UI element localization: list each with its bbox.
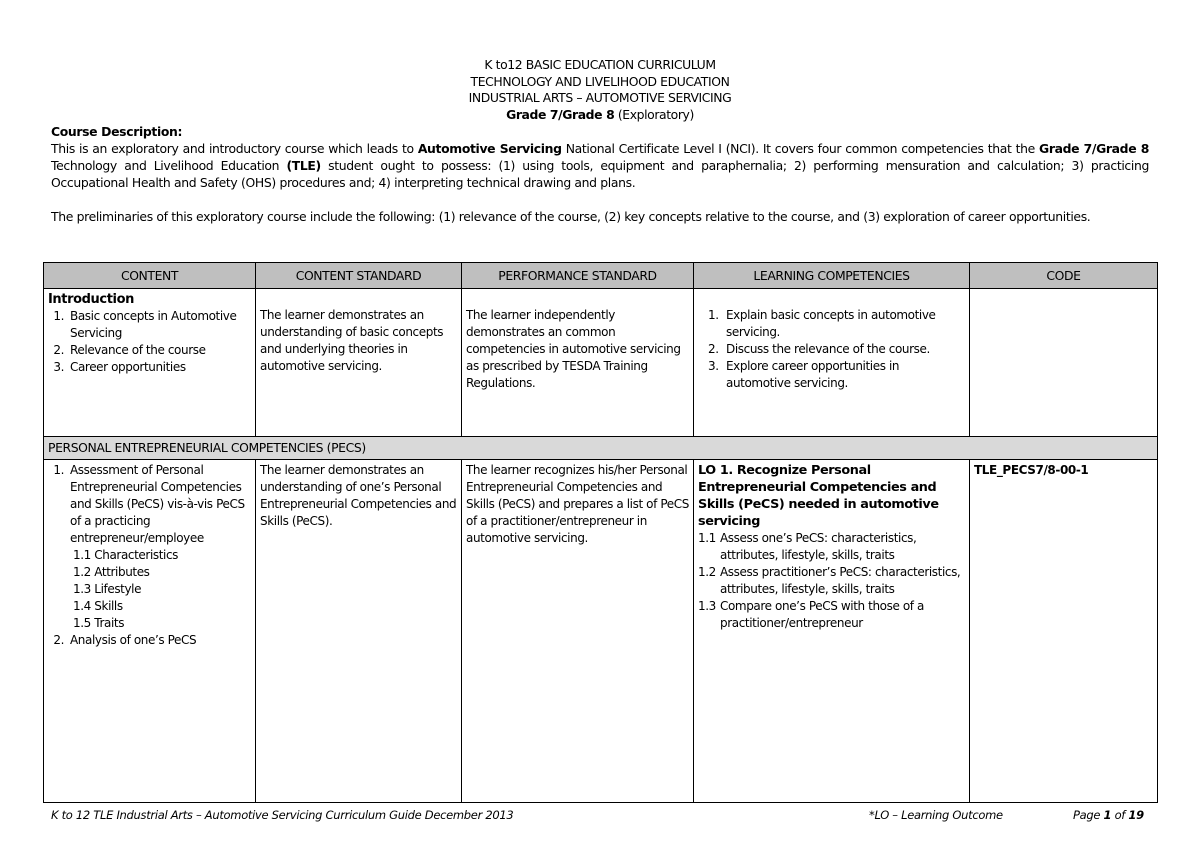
list-text: Career opportunities [70, 360, 186, 374]
list-text: Explore career opportunities in automotive servicing. [726, 359, 900, 390]
list-item [698, 307, 965, 341]
footer-left: K to 12 TLE Industrial Arts – Automotive Servicing Curriculum Guide December 2013 [51, 808, 514, 822]
list-text: Compare one’s PeCS with those of a practitioner/entrepreneur [720, 599, 924, 630]
list-text: Basic concepts in Automotive Servicing [70, 309, 237, 340]
list-item [48, 632, 251, 649]
list-number: 2. [708, 342, 719, 356]
intro-content-cell [44, 289, 256, 437]
section-row [44, 437, 1158, 460]
header-content-standard: CONTENT STANDARD [256, 263, 462, 289]
pecs-performance-standard-cell: The learner recognizes his/her Personal Entrepreneurial Competencies and Skills (PeCS) and prepares a list of PeCS of a practitioner/entrepreneur in automotive servicing. [462, 460, 694, 803]
header-code: CODE [970, 263, 1158, 289]
course-description-paragraph-1 [51, 140, 1149, 191]
list-text: Assessment of Personal Entrepreneurial Competencies and Skills (PeCS) vis-à-vis PeCS of a practicing entrepreneur/employee [70, 463, 245, 545]
list-number: 2. [53, 343, 64, 357]
intro-performance-standard-cell: The learner independently demonstrates an common competencies in automotive servicing as prescribed by TESDA Training Regulations. [462, 289, 694, 437]
list-item [698, 530, 965, 564]
header-line-2: TECHNOLOGY AND LIVELIHOOD EDUCATION [470, 73, 730, 89]
list-item [48, 359, 251, 376]
sub-item: 1.3 Lifestyle [73, 582, 142, 596]
pecs-code-cell: TLE_PECS7/8-00-1 [970, 460, 1158, 803]
list-item [48, 462, 251, 547]
list-number: 1.2 [698, 565, 716, 579]
list-text: Relevance of the course [70, 343, 206, 357]
header-line-1: K to12 BASIC EDUCATION CURRICULUM [484, 57, 716, 72]
intro-competencies-cell [694, 289, 970, 437]
sub-list [48, 547, 251, 632]
list-text: Assess one’s PeCS: characteristics, attributes, lifestyle, skills, traits [720, 531, 917, 562]
list-text: Analysis of one’s PeCS [70, 633, 197, 647]
list-number: 1.3 [698, 599, 716, 613]
list-number: 1. [53, 463, 64, 477]
list-item [698, 564, 965, 598]
desc-bold: Automotive Servicing [417, 141, 562, 156]
intro-title: Introduction [48, 292, 134, 307]
list-number: 3. [708, 359, 719, 373]
table-header-row [44, 263, 1158, 289]
table-row [44, 289, 1158, 437]
page-prefix: Page [1073, 808, 1104, 822]
header-content: CONTENT [44, 263, 256, 289]
list-item [48, 342, 251, 359]
list-item [698, 598, 965, 632]
header-performance-standard: PERFORMANCE STANDARD [462, 263, 694, 289]
header-line-3: INDUSTRIAL ARTS – AUTOMOTIVE SERVICING [468, 90, 732, 105]
document-header [0, 57, 1200, 123]
sub-item: 1.5 Traits [73, 616, 125, 630]
grade-label: Grade 7/Grade 8 [506, 106, 615, 122]
page-of: of [1111, 808, 1129, 822]
course-description-label: Course Description: [51, 124, 183, 139]
desc-text: This is an exploratory and introductory course which leads to [51, 141, 418, 156]
page-current: 1 [1103, 808, 1112, 822]
list-number: 1. [708, 308, 719, 322]
list-number: 3. [53, 360, 64, 374]
grade-note: (Exploratory) [614, 106, 694, 122]
table-row [44, 460, 1158, 803]
desc-text: Technology and Livelihood Education [51, 158, 287, 173]
list-item [48, 308, 251, 342]
desc-bold: (TLE) [286, 158, 321, 173]
desc-text: student ought to possess: (1) using tools, equipment and paraphernalia; 2) performing mensuration and calculation; 3) practicing Occupational Health and Safety (OHS) procedures and; 4) interpreting technical drawing and plans. [51, 158, 1149, 190]
intro-code-cell [970, 289, 1158, 437]
curriculum-table [43, 262, 1158, 803]
desc-text: National Certificate Level I (NCI). It covers four common competencies that the [561, 141, 1039, 156]
list-text: Discuss the relevance of the course. [726, 342, 930, 356]
list-item [698, 358, 965, 392]
intro-content-standard-cell: The learner demonstrates an understanding of basic concepts and underlying theories in automotive servicing. [256, 289, 462, 437]
page-total: 19 [1128, 808, 1144, 822]
list-number: 1.1 [698, 531, 716, 545]
section-title: PERSONAL ENTREPRENEURIAL COMPETENCIES (PECS) [44, 437, 1158, 460]
header-learning-competencies: LEARNING COMPETENCIES [694, 263, 970, 289]
course-description [51, 123, 1149, 225]
list-text: Assess practitioner’s PeCS: characteristics, attributes, lifestyle, skills, traits [720, 565, 961, 596]
sub-item: 1.2 Attributes [73, 565, 150, 579]
desc-bold: Grade 7/Grade 8 [1039, 141, 1149, 156]
header-line-4 [0, 107, 1200, 124]
list-number: 2. [53, 633, 64, 647]
footer-middle: *LO – Learning Outcome [869, 808, 1003, 822]
list-text: Explain basic concepts in automotive servicing. [726, 308, 936, 339]
learning-outcome-title: LO 1. Recognize Personal Entrepreneurial Competencies and Skills (PeCS) needed in automotive servicing [698, 463, 939, 529]
course-description-paragraph-2: The preliminaries of this exploratory course include the following: (1) relevance of the course, (2) key concepts relative to the course, and (3) exploration of career opportunities. [51, 209, 1091, 224]
list-number: 1. [53, 309, 64, 323]
sub-item: 1.4 Skills [73, 599, 123, 613]
pecs-competencies-cell [694, 460, 970, 803]
pecs-content-standard-cell: The learner demonstrates an understanding of one’s Personal Entrepreneurial Competencies and Skills (PeCS). [256, 460, 462, 803]
list-item [698, 341, 965, 358]
pecs-content-cell [44, 460, 256, 803]
sub-item: 1.1 Characteristics [73, 548, 179, 562]
footer-page-number [1073, 808, 1144, 822]
